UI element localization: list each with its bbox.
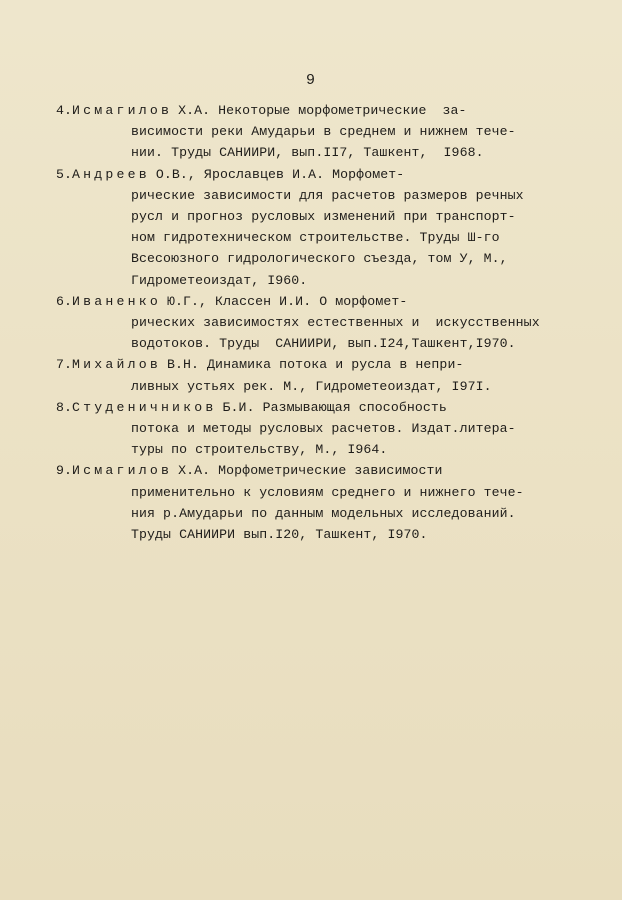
reference-author: Исмагилов [72,463,173,479]
reference-first-line [56,164,576,185]
reference-first-line [56,291,576,312]
reference-number: 8. [56,399,73,415]
reference-line: ния р.Амударьи по данным модельных исследований. [131,505,516,521]
reference-line: Труды САНИИРИ вып.I20, Ташкент, I970. [131,527,428,543]
reference-item [56,164,576,291]
reference-text: В.Н. Динамика потока и русла в непри- [158,357,464,373]
reference-item [56,291,576,355]
reference-number: 6. [56,293,73,309]
reference-item [56,354,576,396]
reference-first-line [56,354,576,375]
reference-author: Студеничников [72,399,217,415]
reference-line: русл и прогноз русловых изменений при транспорт- [131,209,516,225]
reference-line: ливных устьях рек. М., Гидрометеоиздат, I97I. [131,378,492,394]
reference-number: 4. [56,103,73,118]
reference-line: туры по строительству, М., I964. [131,442,388,458]
reference-item [56,397,576,461]
reference-line: потока и методы русловых расчетов. Издат.литера- [131,421,516,437]
reference-line: нии. Труды САНИИРИ, вып.II7, Ташкент, I968. [131,145,484,161]
reference-author: Иваненко [72,293,161,309]
reference-author: Михайлов [72,357,161,373]
reference-line: рических зависимостях естественных и искусственных [131,315,540,331]
reference-text: Б.И. Размывающая способность [214,399,447,415]
reference-list [56,100,576,545]
reference-author: Исмагилов [72,103,173,118]
reference-text: Ю.Г., Классен И.И. О морфомет- [158,293,408,309]
reference-author: Андреев [72,166,150,182]
page-number: 9 [305,72,316,89]
reference-text: О.В., Ярославцев И.А. Морфомет- [147,166,405,182]
reference-text: Х.А. Некоторые морфометрические за- [170,103,467,118]
reference-number: 9. [56,463,73,479]
reference-first-line [56,397,576,418]
reference-line: применительно к условиям среднего и нижнего тече- [131,484,524,500]
reference-line: висимости реки Амударьи в среднем и нижнем тече- [131,124,516,140]
reference-line: ном гидротехническом строительстве. Труды Ш-го [131,230,500,246]
reference-number: 5. [56,166,73,182]
reference-line: рические зависимости для расчетов размеров речных [131,187,524,203]
reference-line: водотоков. Труды САНИИРИ, вып.I24,Ташкент,I970. [131,336,516,352]
reference-first-line [56,100,576,121]
reference-number: 7. [56,357,73,373]
reference-line: Гидрометеоиздат, I960. [131,272,308,288]
reference-item [56,100,576,164]
reference-first-line [56,460,576,481]
reference-text: Х.А. Морфометрические зависимости [170,463,443,479]
reference-item [56,460,576,545]
reference-line: Всесоюзного гидрологического съезда, том У, М., [131,251,508,267]
